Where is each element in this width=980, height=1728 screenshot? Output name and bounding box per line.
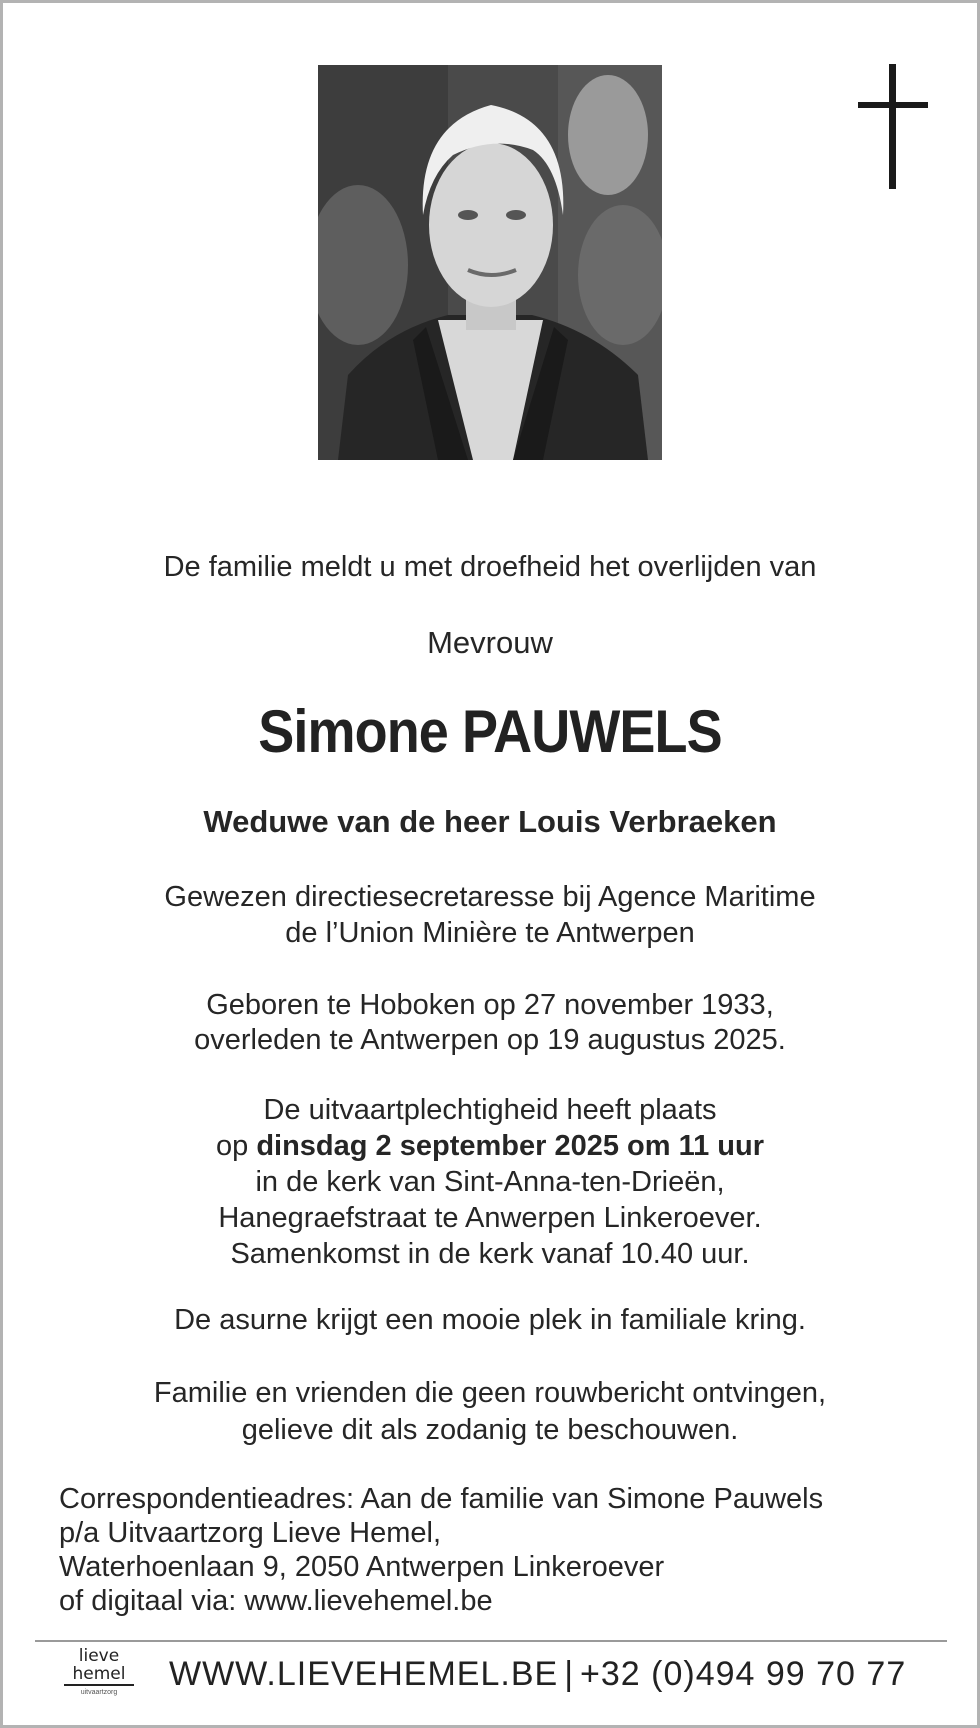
lieve-hemel-logo [61, 1647, 137, 1709]
logo-word: lieve [78, 1646, 120, 1666]
honorific: Mevrouw [427, 625, 553, 660]
footer-separator: | [564, 1655, 575, 1693]
intro-text: De familie meldt u met droefheid het overlijden van [163, 551, 817, 583]
logo-underline [64, 1684, 134, 1686]
career-line: Gewezen directiesecretaresse bij Agence Maritime [164, 881, 816, 913]
funeral-block [3, 1092, 977, 1272]
correspondence-block [59, 1482, 823, 1618]
birth-line: Geboren te Hoboken op 27 november 1933, [206, 989, 774, 1021]
correspondence-web-line: of digitaal via: www.lievehemel.be [59, 1585, 493, 1617]
dates-block [3, 988, 977, 1058]
notice-line: gelieve dit als zodanig te beschouwen. [241, 1414, 739, 1446]
funeral-line: Samenkomst in de kerk vanaf 10.40 uur. [230, 1238, 750, 1270]
portrait-illustration [318, 65, 662, 460]
correspondence-line: Waterhoenlaan 9, 2050 Antwerpen Linkeroever [59, 1551, 665, 1583]
funeral-datetime: dinsdag 2 september 2025 om 11 uur [256, 1130, 765, 1162]
notice-line: Familie en vrienden die geen rouwbericht ontvingen, [153, 1377, 827, 1409]
career-line: de l’Union Minière te Antwerpen [285, 917, 695, 949]
cross-icon [858, 64, 928, 189]
footer-contact [169, 1655, 906, 1694]
funeral-line: in de kerk van Sint-Anna-ten-Drieën, [255, 1166, 725, 1198]
logo-word: hemel [72, 1664, 126, 1684]
career-block [3, 879, 977, 951]
funeral-datetime-line [3, 1128, 977, 1164]
correspondence-line: Correspondentieadres: Aan de familie van Simone Pauwels [59, 1483, 824, 1515]
logo-tagline: uitvaartzorg [80, 1689, 118, 1696]
notice-block [3, 1375, 977, 1449]
website-link[interactable]: WWW.LIEVEHEMEL.BE [169, 1655, 559, 1693]
widow-line: Weduwe van de heer Louis Verbraeken [203, 804, 777, 839]
phone-number[interactable]: +32 (0)494 99 70 77 [580, 1655, 907, 1693]
death-line: overleden te Antwerpen op 19 augustus 2025. [194, 1024, 786, 1056]
deceased-name: Simone PAUWELS [258, 698, 722, 765]
urn-text: De asurne krijgt een mooie plek in familiale kring. [174, 1304, 806, 1336]
funeral-line: Hanegraefstraat te Anwerpen Linkeroever. [218, 1202, 762, 1234]
portrait-photo [318, 65, 662, 460]
footer-divider [35, 1640, 947, 1642]
funeral-line: De uitvaartplechtigheid heeft plaats [263, 1094, 717, 1126]
correspondence-line: p/a Uitvaartzorg Lieve Hemel, [59, 1517, 441, 1549]
funeral-prefix: op [215, 1130, 249, 1162]
